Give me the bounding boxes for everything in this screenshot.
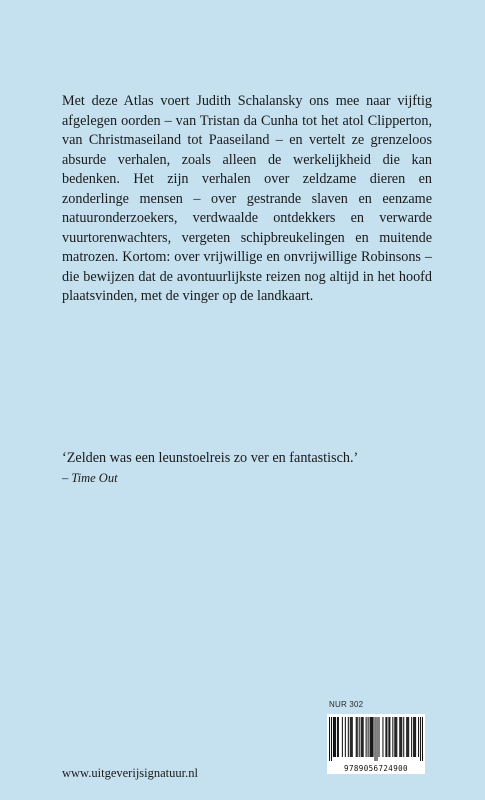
barcode-bar bbox=[348, 717, 349, 757]
quote-attribution bbox=[62, 468, 442, 488]
barcode-bar bbox=[334, 717, 335, 757]
barcode-bar bbox=[350, 717, 351, 757]
barcode-bar bbox=[370, 717, 371, 757]
barcode-bar bbox=[345, 717, 346, 757]
barcode-bar bbox=[378, 717, 379, 757]
review-quote bbox=[62, 448, 442, 488]
barcode-bar bbox=[418, 717, 419, 757]
barcode-bar bbox=[389, 717, 390, 757]
barcode-bar bbox=[373, 717, 374, 757]
barcode-bar bbox=[359, 717, 360, 757]
barcode-bar bbox=[386, 717, 387, 757]
barcode-bar bbox=[392, 717, 393, 757]
blurb-text: Met deze Atlas voert Judith Schalansky ons mee naar vijftig afgelegen oorden – van Tristan da Cunha tot het atol Clipperton, van Christmaseiland tot Paaseiland – en vertelt ze grenzeloos absurde verhalen, zoals alleen de werkelijkheid die kan bedenken. Het zijn verhalen over zeldzame dieren en zonderlinge mensen – over gestrande slaven en eenzame natuuronderzoekers, verdwaalde ontdekkers en verwarde vuurtorenwachters, vergeten schipbreukelingen en muitende matrozen. Kortom: over vrijwillige en onvrijwillige Robinsons – die bewijzen dat de avontuurlijkste reizen nog altijd in het hoofd plaatsvinden, met de vinger op de landkaart. bbox=[62, 93, 432, 304]
barcode-bar bbox=[401, 717, 402, 757]
barcode-bar bbox=[362, 717, 363, 757]
quote-dash: – bbox=[62, 471, 69, 485]
nur-code: NUR 302 bbox=[329, 700, 364, 709]
barcode-bar bbox=[372, 717, 373, 757]
barcode-bar bbox=[414, 717, 415, 757]
barcode-bar bbox=[385, 717, 386, 757]
barcode-bar bbox=[342, 717, 343, 757]
barcode-bar bbox=[363, 717, 364, 757]
isbn-barcode bbox=[327, 714, 425, 774]
publisher-website[interactable]: www.uitgeverijsignatuur.nl bbox=[62, 766, 198, 780]
barcode-bar bbox=[356, 717, 357, 757]
barcode-bar bbox=[396, 717, 397, 757]
barcode-bar bbox=[337, 717, 338, 757]
barcode-bar bbox=[338, 717, 339, 757]
barcode-bar bbox=[415, 717, 416, 757]
quote-text: ‘Zelden was een leunstoelreis zo ver en fantastisch.’ bbox=[62, 450, 359, 466]
quote-source: Time Out bbox=[71, 471, 118, 485]
barcode-bar bbox=[420, 717, 421, 761]
barcode-bar bbox=[331, 717, 332, 761]
barcode-bar bbox=[376, 717, 377, 761]
barcode-bar bbox=[394, 717, 395, 757]
isbn-number: 9789056724900 bbox=[344, 764, 408, 773]
barcode-bar bbox=[357, 717, 358, 757]
barcode-bar bbox=[352, 717, 353, 757]
barcode-bar bbox=[407, 717, 408, 757]
barcode-bar bbox=[371, 717, 372, 757]
barcode-bar bbox=[351, 717, 352, 757]
barcode-bar bbox=[335, 717, 336, 757]
barcode-bar bbox=[403, 717, 404, 757]
barcode-bar bbox=[395, 717, 396, 757]
barcode-bar bbox=[375, 717, 376, 761]
barcode-bar bbox=[406, 717, 407, 757]
barcode-bar bbox=[329, 717, 330, 761]
barcode-bar bbox=[399, 717, 400, 757]
barcode-bar bbox=[368, 717, 369, 757]
barcode-bar bbox=[333, 717, 334, 757]
barcode-bar bbox=[400, 717, 401, 757]
barcode-bar bbox=[361, 717, 362, 757]
barcode-bar bbox=[388, 717, 389, 757]
barcode-bar bbox=[382, 717, 383, 757]
barcode-bars bbox=[329, 717, 423, 761]
barcode-bar bbox=[366, 717, 367, 757]
barcode-bar bbox=[413, 717, 414, 757]
barcode-bar bbox=[408, 717, 409, 757]
barcode-bar bbox=[411, 717, 412, 757]
barcode-bar bbox=[422, 717, 423, 761]
